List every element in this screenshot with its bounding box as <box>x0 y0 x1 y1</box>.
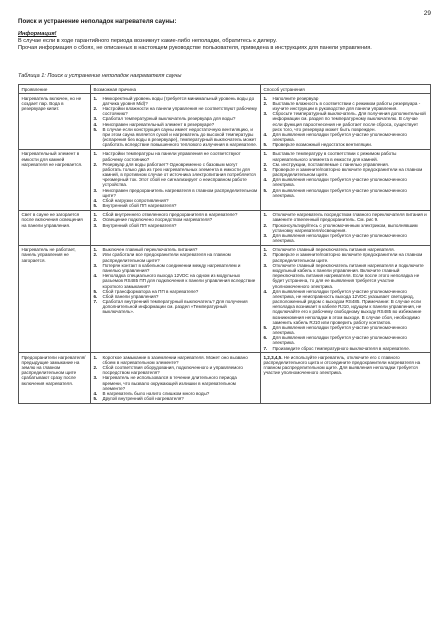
item-text: Для выявления неполадки требуется участие уполномоченного электрика. <box>272 187 407 198</box>
remedy-item <box>264 263 428 289</box>
item-text: Для выявления неполадки требуется участие уполномоченного электрика. <box>272 177 407 188</box>
item-text: Резервуар для воды работает? Одновременно с базовым могут работать только два из трех нагревательных элемента в емкости для камней, в противном случае от источника электропитания потребляется чрезмерный ток. Этот сбой не сигнализирует о неисправном работе устройства. <box>102 161 256 188</box>
item-number: 2. <box>263 252 268 258</box>
remedy-item <box>264 151 428 161</box>
remedy-item <box>264 188 428 198</box>
item-text: В случае если конструкция сауны имеет недостаточную вентиляцию, и при этом сауна является сухой и нагреватель до высокой температуры (испарения без воды в резервуаре), температурный выключатель может сработать вследствие повышенного теплового излучения в нагревателе. <box>102 126 258 148</box>
item-text: Сбой соответствия оборудования, подключенного и управляемого посредством нагревателя? <box>102 365 243 376</box>
cause-item <box>94 127 258 148</box>
cause-item <box>94 273 258 289</box>
item-text: Для выявления неполадки требуется участие уполномоченного электрика. <box>272 335 407 346</box>
item-text: Настройки температуры на панели управления не соответствуют рабочему состоянию? <box>102 151 241 162</box>
item-number: 7. <box>93 299 98 305</box>
section-title: Поиск и устранение неполадок нагревателя сауны: <box>18 18 177 25</box>
symptom-cell: Свет в сауне не загорается после включения освещения на панели управления. <box>19 210 91 245</box>
remedy-cell <box>261 149 431 210</box>
item-number: 4. <box>263 131 268 137</box>
item-number: 6. <box>93 293 98 299</box>
remedy-item <box>264 132 428 142</box>
cause-cell <box>91 149 261 210</box>
item-number: 1. <box>263 212 268 218</box>
remedy-item <box>264 289 428 325</box>
cause-item <box>94 188 258 198</box>
item-number: 5. <box>93 203 98 209</box>
item-number: 2. <box>93 161 98 167</box>
item-text: См. инструкции, поставляемые с панелью управления. <box>272 161 389 167</box>
item-text: Нагреватель не использовался в течение длительного периода времени, что вызвало окружающей излишки в нагревательном элементе? <box>102 375 237 391</box>
remedy-cell <box>261 245 431 352</box>
symptom-cell: Нагреватель включен, но не создает пар. Вода в резервуаре кипит. <box>19 94 91 150</box>
item-number: 2. <box>263 161 268 167</box>
item-number: 4. <box>93 390 98 396</box>
cause-item <box>94 106 258 116</box>
remedy-item <box>264 101 428 111</box>
cause-cell <box>91 245 261 352</box>
item-number: 1. <box>93 354 98 360</box>
item-number: 6. <box>263 335 268 341</box>
item-text: Неполадка специального выхода 12VDC на одном из модульных разъемов RS485 ПП для подключения к панели управления вследствие короткого замыкания? <box>102 273 256 289</box>
table-row <box>19 353 431 404</box>
remedy-cell <box>261 94 431 150</box>
item-number: 1. <box>93 151 98 157</box>
remedy-item <box>264 142 428 147</box>
item-text: Для выявления неполадки требуется участие уполномоченного электрика. <box>272 324 407 336</box>
item-number: 1. <box>263 151 268 157</box>
item-text: Освещение подключено посредством нагревателя? <box>102 217 213 223</box>
item-number: 1. <box>93 212 98 218</box>
item-text: Выставьте влажность в соответствии с режимом работы резервуара - изучите инструкции в руководстве для панели управления. <box>272 100 421 112</box>
item-text: Выключен главный переключатель питания? <box>102 247 198 253</box>
remedy-item <box>264 167 428 177</box>
item-text: Внутренний сбой ПП нагревателя? <box>102 203 177 209</box>
remedy-list <box>264 151 428 198</box>
cause-item <box>94 96 258 106</box>
item-number: 4. <box>263 177 268 183</box>
item-number: 4. <box>263 288 268 294</box>
remedy-list <box>264 96 428 148</box>
item-number: 3. <box>263 262 268 268</box>
page-number: 29 <box>423 10 431 17</box>
cause-item <box>94 203 258 208</box>
item-number: 3. <box>93 187 98 193</box>
info-line: В случае если в ходе гарантийного периода возникнут какие-либо неполадки, обратитесь к дилеру. <box>18 37 277 44</box>
troubleshooting-table <box>18 84 431 404</box>
cause-list <box>94 355 258 402</box>
remedy-list <box>264 247 428 350</box>
item-text: Сбросьте температурный выключатель. Для получения дополнительной информации см. раздел по температурному выключателю. В случае если функция пароотнесения не работает после сброса, существует риск того, что резервуар может быть поврежден. <box>272 111 426 132</box>
item-text: Потерян контакт в кабельном соединении между нагревателем и панелью управления? <box>102 262 241 273</box>
table-header-row <box>19 85 431 94</box>
item-number: 2. <box>93 217 98 223</box>
remedy-item <box>264 252 428 262</box>
cause-cell <box>91 353 261 404</box>
item-number: 3. <box>93 116 98 122</box>
item-number: 2. <box>263 100 268 106</box>
item-text: Внутренний сбой ПП нагревателя? <box>102 222 177 228</box>
item-number: 3. <box>93 262 98 268</box>
item-text: Сработал температурный выключатель резервуара для воды? <box>102 116 236 122</box>
item-number: 2. <box>93 252 98 258</box>
remedy-item <box>264 223 428 233</box>
cause-cell <box>91 94 261 150</box>
item-text: Проконсультируйтесь с уполномоченным электриком, выполнявшим установку нагревателя/освещения. <box>272 222 418 233</box>
header-remedy: Способ устранения <box>261 85 431 94</box>
item-text: В нагреватель было налито слишком много воды? <box>102 390 210 396</box>
remedy-item <box>264 212 428 222</box>
item-text: Настройки влажности на панели управления не соответствуют рабочему состоянию? <box>102 106 257 117</box>
item-text: Отключите нагреватель посредством главного переключателя питания и замените отвеленный предохранитель. См. рис 9. <box>272 212 427 223</box>
item-text: Для выявления неполадки требуется участие уполномоченного электрика. <box>272 232 407 244</box>
remedy-note-text: Не используйте нагреватель, отключите его с главного распределительного щита и отсоедините предохранители нагревателя на главном распределительном щите. Для выявления неполадки требуется участие уполномоченного электрика. <box>263 354 421 376</box>
item-text: Короткое замыкание в заземлении нагревателя. Может оно вызвано сбоем в нагревательном элементе? <box>102 354 248 365</box>
item-text: Проверьте и замените/повторно включите предохранители на главном распределительном щите. <box>272 252 423 263</box>
table-body <box>19 94 431 404</box>
header-symptom: Проявление <box>19 85 91 94</box>
item-number: 3. <box>263 232 268 238</box>
symptom-cell: Нагревательный элемент в емкости для камней нагревателя не нагревается. <box>19 149 91 210</box>
remedy-note-numbers: 1,2,3,4,5. <box>263 354 283 360</box>
remedy-item <box>264 111 428 132</box>
remedy-item <box>264 325 428 335</box>
item-number: 5. <box>93 288 98 294</box>
item-text: Сбой панели управления? <box>102 293 159 299</box>
cause-list <box>94 212 258 228</box>
item-text: Сбой нагрузки сопротивления? <box>102 197 169 203</box>
item-number: 2. <box>93 106 98 112</box>
item-text: Отключите главный переключатель питания нагревателя. <box>272 247 395 253</box>
item-text: Другой внутренний сбой нагревателя? <box>102 396 184 402</box>
item-number: 1. <box>93 95 98 101</box>
item-number: 3. <box>93 375 98 381</box>
item-text: Неисправен нагревательный элемент в резервуаре? <box>102 121 215 127</box>
cause-item <box>94 223 258 228</box>
remedy-item <box>264 346 428 351</box>
remedy-list <box>264 212 428 243</box>
cause-cell <box>91 210 261 245</box>
item-number: 1. <box>263 95 268 101</box>
item-number: 7. <box>263 345 268 351</box>
remedy-item <box>264 335 428 345</box>
cause-item <box>94 263 258 273</box>
item-number: 4. <box>93 121 98 127</box>
item-text: Для выявления неполадки требуется участие уполномоченного электрика, не неисправность выхода 12VDC указывает светодиод, расположенный рядом с выходом RS485. Примечание: В случае если неполадка возникает в кабеле RJ10, идущем к панели управления, не подключайте его к рабочему свободному выходу RS485 во избежание возникновения неполадки в этом выходе. В случае сбоя, необходимо заменить кабель RJ10 или проверить работу контактов. <box>272 288 422 325</box>
item-number: 2. <box>93 365 98 371</box>
item-text: Проверьте возможный недостаток вентиляции. <box>272 142 372 148</box>
item-number: 3. <box>93 222 98 228</box>
remedy-item <box>264 177 428 187</box>
cause-item <box>94 252 258 262</box>
item-text: Наполните резервуар <box>272 95 319 101</box>
header-cause: Возможная причина <box>91 85 261 94</box>
cause-list <box>94 247 258 314</box>
table-row <box>19 210 431 245</box>
item-text: Сбой внутреннего отвеленного предохранителя в нагревателе? <box>102 212 238 218</box>
item-number: 2. <box>263 222 268 228</box>
item-text: Неисправен предохранитель нагревателя в главном распределительном щите? <box>102 187 258 198</box>
table-row <box>19 149 431 210</box>
remedy-note-cell <box>261 353 431 404</box>
cause-item <box>94 365 258 375</box>
remedy-item <box>264 233 428 243</box>
cause-list <box>94 151 258 208</box>
item-text: Для выявления неполадки требуется участие уполномоченного электрика. <box>272 131 407 143</box>
cause-list <box>94 96 258 148</box>
item-number: 1. <box>263 247 268 253</box>
cause-item <box>94 375 258 391</box>
table-row <box>19 94 431 150</box>
cause-item <box>94 299 258 315</box>
remedy-cell <box>261 210 431 245</box>
cause-item <box>94 355 258 365</box>
symptom-cell: Нагреватель не работает, панель управления не загорается. <box>19 245 91 352</box>
item-number: 5. <box>263 187 268 193</box>
item-number: 1. <box>93 247 98 253</box>
item-text: Сбой трансформатора на ПП в нагревателе? <box>102 288 199 294</box>
item-text: Выставьте температуру в соответствии с режимом работы нагревательного элемента в емкости для камней. <box>272 151 397 162</box>
item-text: Произведите сброс температурного выключателя в нагревателе. <box>272 345 410 351</box>
table-row <box>19 245 431 352</box>
item-number: 3. <box>263 111 268 117</box>
info-block <box>18 31 430 51</box>
cause-item <box>94 162 258 188</box>
info-line: Прочая информация о сбоях, не описанных в настоящем руководстве пользователя, приведена в инструкциях для панели управления. <box>18 44 372 51</box>
item-text: Сработал внутренний температурный выключатель? Для получения дополнительной информации см. раздел «Температурный выключатель». <box>102 299 248 315</box>
item-text: Или сработали все предохранители нагревателя на главном распределительном щите? <box>102 252 231 263</box>
item-text: Отключите главный переключатель питания нагревателя и подключите модульный кабель к панели управления. Включите главный переключатель питания нагревателя. Если после этого неполадка не будет устранена, то для ее выявления требуется участие уполномоченного электрика. <box>272 262 424 289</box>
item-number: 3. <box>263 166 268 172</box>
item-text: Проверьте и замените/повторно включите предохранители на главном распределительном щите. <box>272 166 423 178</box>
item-text: Неккоректный уровень воды (требуется минимальный уровень воды до датчика уровня Mid)? <box>102 95 255 106</box>
item-number: 5. <box>263 324 268 330</box>
item-number: 5. <box>93 126 98 132</box>
item-number: 4. <box>93 197 98 203</box>
table-caption: Таблица 1: Поиск и устранение неполадок нагревателя сауны <box>18 73 182 79</box>
cause-item <box>94 151 258 161</box>
item-number: 5. <box>93 396 98 402</box>
symptom-cell: Предохранители нагревателя/ предыдущие замыкание на землю на главном распределительном щите срабатывают сразу после включения нагревателя. <box>19 353 91 404</box>
cause-item <box>94 396 258 401</box>
info-heading: Информация! <box>18 31 57 37</box>
item-number: 4. <box>93 273 98 279</box>
item-number: 5. <box>263 142 268 148</box>
